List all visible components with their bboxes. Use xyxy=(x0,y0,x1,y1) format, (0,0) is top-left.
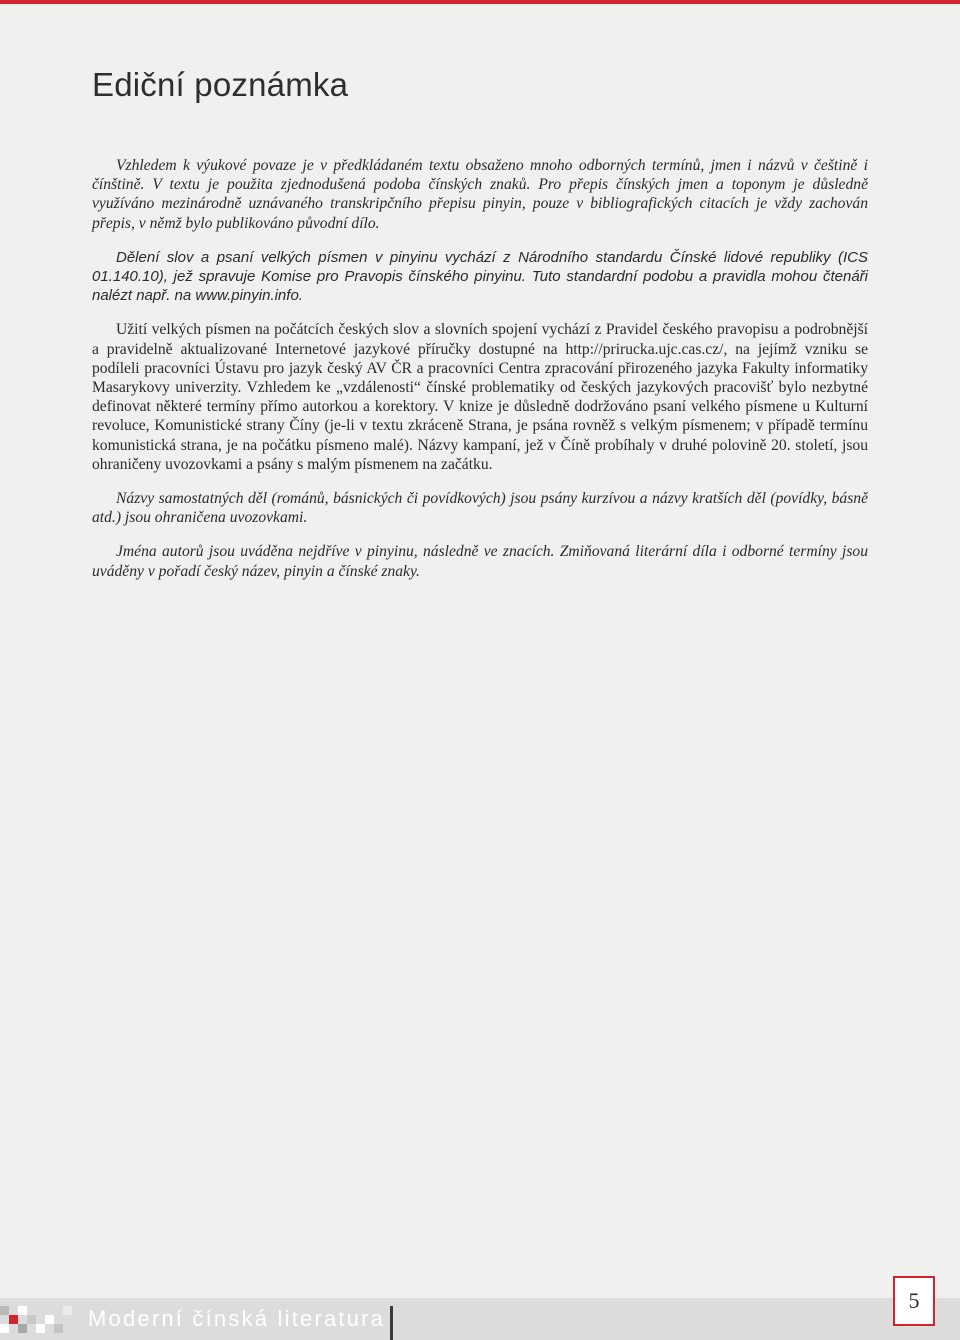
paragraph-work-titles: Názvy samostatných děl (románů, básnických či povídkových) jsou psány kurzívou a názvy kratších děl (povídky, básně atd.) jsou ohraničena uvozovkami. xyxy=(92,490,868,527)
paragraph-pinyin-standard: Dělení slov a psaní velkých písmen v pinyinu vychází z Národního standardu Čínské lidové republiky (ICS 01.140.10), jež spravuje Komise pro Pravopis čínského pinyinu. Tuto standardní podobu a pravidla mohou čtenáři nalézt např. na www.pinyin.info. xyxy=(92,248,868,305)
paragraph-terminology: Vzhledem k výukové povaze je v předkládaném textu obsaženo mnoho odborných termínů, jmen i názvů v češtině i čínštině. V textu je použita zjednodušená podoba čínských znaků. Pro přepis čínských jmen a toponym je důsledně využíváno mezinárodně uznávaného transkripčního přepisu pinyin, pouze v bibliografických citacích je vždy zachován přepis, v němž bylo publikováno původní dílo. xyxy=(92,157,868,232)
paragraph-author-names: Jména autorů jsou uváděna nejdříve v pinyinu, následně ve znacích. Zmiňovaná literární díla i odborné termíny jsou uváděny v pořadí český název, pinyin a čínské znaky. xyxy=(92,543,868,580)
page-title: Ediční poznámka xyxy=(92,66,349,103)
top-accent-bar xyxy=(0,0,960,4)
footer-book-title: Moderní čínská literatura xyxy=(88,1306,386,1331)
footer-divider xyxy=(390,1306,393,1340)
footer-square-pattern-icon xyxy=(0,1298,90,1340)
page-number: 5 xyxy=(893,1276,935,1326)
document-body xyxy=(92,156,868,596)
paragraph-capitalization: Užití velkých písmen na počátcích českých slov a slovních spojení vychází z Pravidel českého pravopisu a podrobnější a pravidelně aktualizované Internetové jazykové příručky dostupné na http://prirucka.ujc.cas.cz/, na jejímž vzniku se podíleli pracovníci Ústavu pro jazyk český AV ČR a pracovníci Centra zpracování přirozeného jazyka Fakulty informatiky Masarykovy univerzity. Vzhledem ke „vzdálenosti“ čínské problematiky od českých jazykových pracovišť bylo nezbytné definovat některé termíny přímo autorkou a korektory. V knize je důsledně dodržováno psaní velkého písmene u Kulturní revoluce, Komunistické strany Číny (je-li v textu zkráceně Strana, je psána rovněž s velkým písmenem; v případě termínu komunistická strana, je na počátku písmeno malé). Názvy kampaní, jež v Číně probíhaly v druhé polovině 20. století, jsou ohraničeny uvozovkami a psány s malým písmenem na začátku. xyxy=(92,321,868,473)
